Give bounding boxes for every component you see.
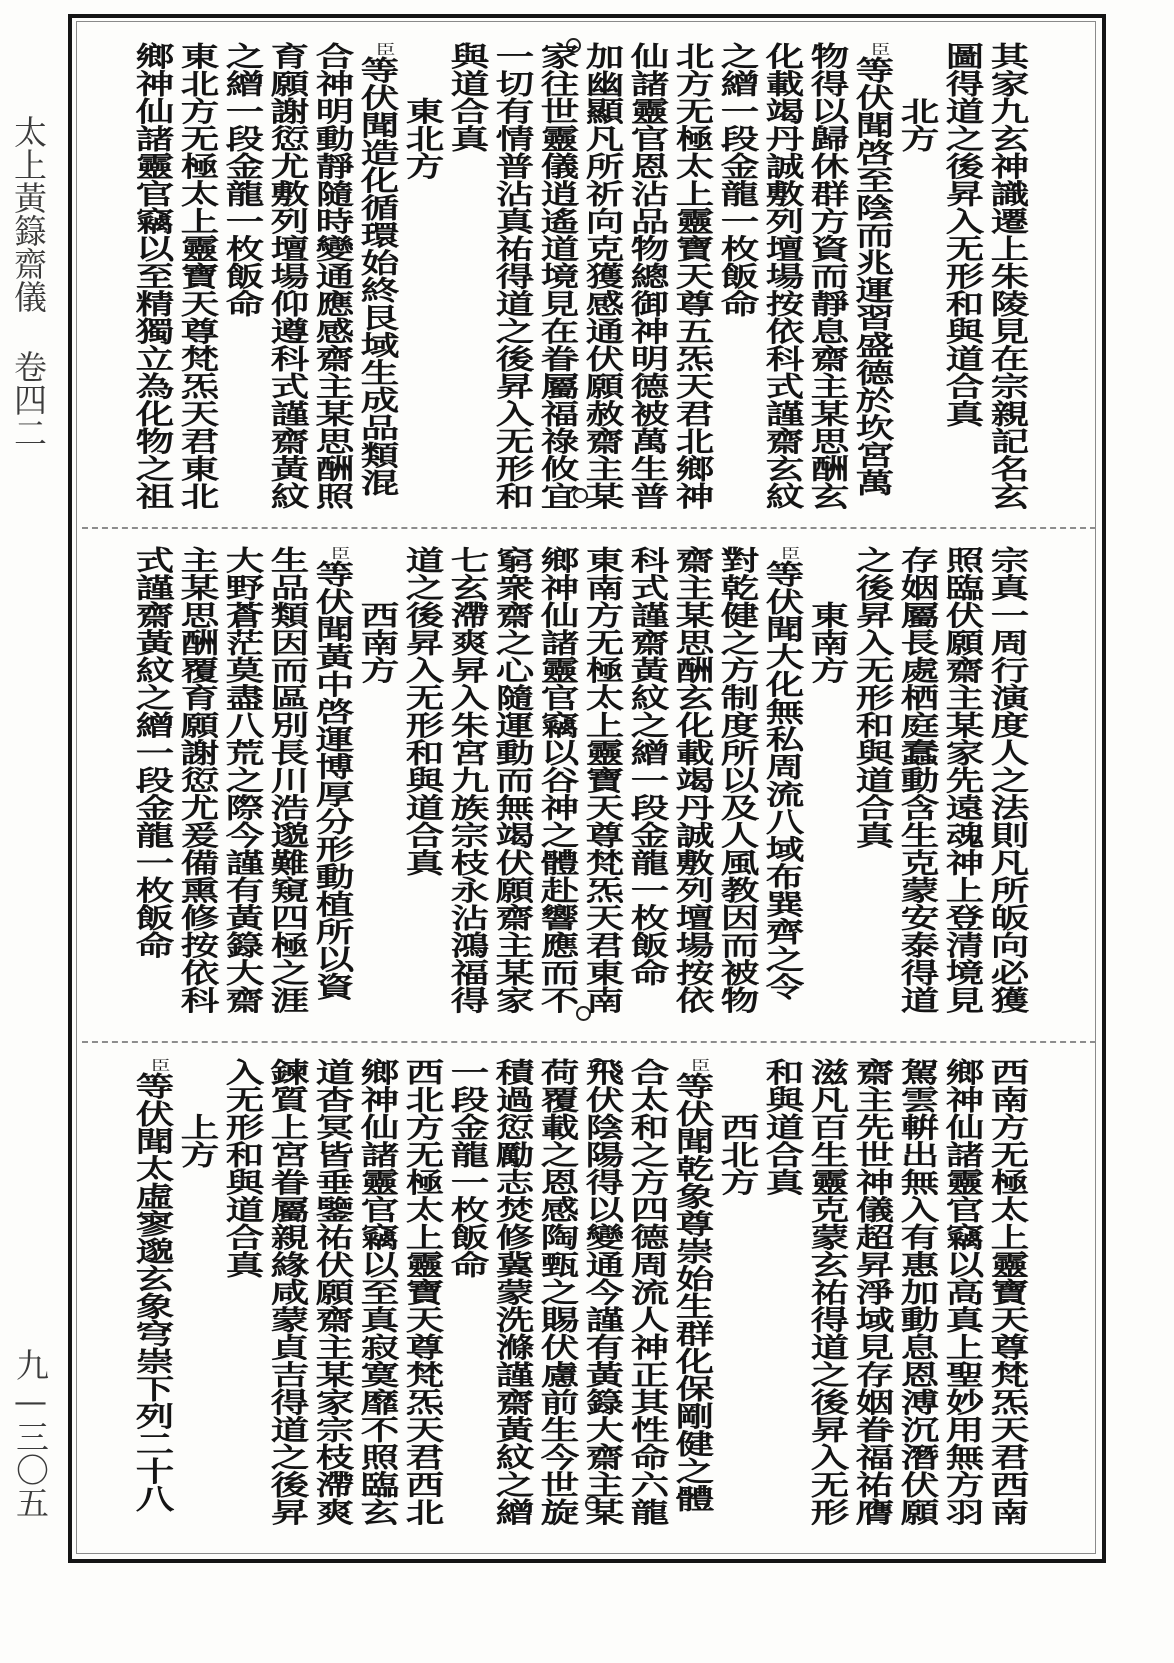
text-column [668, 42, 714, 510]
text-column [263, 1058, 309, 1526]
register-divider [82, 527, 1096, 529]
text-column [758, 1058, 804, 1196]
text-column [623, 42, 669, 510]
text-column [938, 546, 984, 1014]
text-column [488, 42, 534, 510]
text-column [128, 546, 174, 959]
column-text: 育願謝愆尤敷列壇場仰遵科式謹齋黃紋 [263, 42, 309, 510]
column-text: 齋主先世神儀超昇淨域見存姻眷福祐膺 [848, 1058, 894, 1526]
column-text: 之繒一段金龍一枚飯命 [713, 42, 759, 317]
column-text: 齋主某思酬玄化載竭丹誠敷列壇場按依 [668, 546, 714, 1014]
text-column [893, 546, 939, 1014]
column-text: 式謹齋黃紋之繒一段金龍一枚飯命 [128, 546, 174, 959]
column-text: 鄉神仙諸靈官竊以谷神之體赴響應而不 [533, 546, 579, 1014]
column-text: 生品類因而區別長川浩邈難窺四極之涯 [263, 546, 309, 1014]
text-column [263, 42, 309, 510]
text-column [938, 1058, 984, 1526]
text-column [848, 1058, 894, 1526]
text-column [848, 42, 894, 496]
section-heading [713, 1113, 759, 1196]
column-text: 等伏聞太虛寥邈玄象穹崇下列二十八 [128, 1072, 174, 1512]
text-column [443, 1058, 489, 1278]
column-text: 照臨伏願齋主某家先遠魂神上登清境見 [938, 546, 984, 1014]
column-text: 其家九玄神識遷上朱陵見在宗親記名玄 [983, 42, 1029, 510]
text-column [308, 546, 354, 1000]
text-column [533, 1058, 579, 1526]
text-column [308, 42, 354, 510]
column-text: 物得以歸休群方資而靜息齋主某思酬玄 [803, 42, 849, 510]
text-column [578, 546, 624, 1014]
text-column [488, 1058, 534, 1526]
column-text: 仙諸靈官恩沾品物總御神明德被萬生普 [623, 42, 669, 510]
text-column [983, 42, 1029, 510]
column-text: 等伏聞黃中啓運博厚分形動植所以資 [308, 560, 354, 1000]
section-heading [353, 601, 399, 684]
text-column [668, 1058, 714, 1512]
column-text: 西北方 [713, 1113, 759, 1196]
text-column [353, 1058, 399, 1526]
section-heading [173, 1113, 219, 1168]
text-column [578, 1058, 624, 1526]
column-text: 家往世靈儀逍遙道境見在眷屬福祿攸宜 [533, 42, 579, 510]
column-text: 西北方无極太上靈寶天尊梵炁天君西北 [398, 1058, 444, 1526]
text-column [488, 546, 534, 1014]
text-column [218, 42, 264, 317]
column-prefix: 臣 [373, 42, 396, 56]
text-column [443, 42, 489, 152]
column-text: 一切有情普沾真祐得道之後昇入无形和 [488, 42, 534, 510]
column-text: 之後昇入无形和與道合真 [848, 546, 894, 849]
text-column [803, 1058, 849, 1526]
column-text: 窮衆齋之心隨運動而無竭伏願齋主某家 [488, 546, 534, 1014]
text-column [758, 546, 804, 1000]
column-text: 積過愆勵志焚修冀蒙洗滌謹齋黃紋之繒 [488, 1058, 534, 1526]
column-text: 西南方无極太上靈寶天尊梵炁天君西南 [983, 1058, 1029, 1526]
text-column [848, 546, 894, 849]
column-text: 存姻屬長處栖庭蠢動含生克蒙安泰得道 [893, 546, 939, 1014]
column-text: 東南方 [803, 601, 849, 684]
column-text: 鄉神仙諸靈官竊以至精獨立為化物之祖 [128, 42, 174, 510]
column-text: 圖得道之後昇入无形和與道合真 [938, 42, 984, 427]
text-column [443, 546, 489, 1014]
text-column [713, 42, 759, 317]
column-prefix: 臣 [688, 1058, 711, 1072]
column-prefix: 臣 [778, 546, 801, 560]
text-column [713, 546, 759, 1014]
column-text: 等伏聞造化循環始終艮域生成品類混 [353, 56, 399, 496]
column-text: 一段金龍一枚飯命 [443, 1058, 489, 1278]
section-heading [803, 601, 849, 684]
column-prefix: 臣 [328, 546, 351, 560]
text-column [353, 42, 399, 496]
column-text: 主某思酬覆育願謝愆尤爰備熏修按依科 [173, 546, 219, 1014]
column-text: 與道合真 [443, 42, 489, 152]
page-number: 九—三〇五 [11, 1348, 50, 1519]
text-column [308, 1058, 354, 1526]
column-text: 駕雲輧出無入有惠加動息恩溥沉潛伏願 [893, 1058, 939, 1526]
text-column [398, 1058, 444, 1526]
text-column [128, 42, 174, 510]
text-column [173, 546, 219, 1014]
column-text: 等伏聞啓至陰而兆運習盛德於坎宮萬 [848, 56, 894, 496]
column-text: 上方 [173, 1113, 219, 1168]
text-column [218, 546, 264, 1014]
text-column [173, 42, 219, 510]
text-column [983, 546, 1029, 1014]
column-prefix: 臣 [868, 42, 891, 56]
section-heading [398, 97, 444, 180]
column-text: 北方无極太上靈寶天尊五炁天君北鄉神 [668, 42, 714, 510]
text-column [938, 42, 984, 427]
column-text: 等伏聞乾象尊崇始生群化保剛健之體 [668, 1072, 714, 1512]
column-text: 之繒一段金龍一枚飯命 [218, 42, 264, 317]
text-column [758, 42, 804, 510]
text-column [893, 1058, 939, 1526]
column-text: 對乾健之方制度所以及人風教因而被物 [713, 546, 759, 1014]
running-title: 太上黃籙齋儀 [9, 115, 48, 313]
text-column [128, 1058, 174, 1512]
column-text: 合太和之方四德周流人神正其性命六龍 [623, 1058, 669, 1526]
column-text: 北方 [893, 97, 939, 152]
column-text: 和與道合真 [758, 1058, 804, 1196]
column-text: 飛伏陰陽得以變通今謹有黃籙大齋主某 [578, 1058, 624, 1526]
column-text: 科式謹齋黃紋之繒一段金龍一枚飯命 [623, 546, 669, 986]
column-text: 七玄滯爽昇入朱宮九族宗枝永沾鴻福得 [443, 546, 489, 1014]
text-column [668, 546, 714, 1014]
column-text: 道之後昇入无形和與道合真 [398, 546, 444, 876]
column-text: 等伏聞大化無私周流八域布巽齊之令 [758, 560, 804, 1000]
column-text: 宗真一周行演度人之法則凡所皈向必獲 [983, 546, 1029, 1014]
volume-label: 卷四二 [9, 350, 48, 449]
text-column [623, 546, 669, 986]
column-text: 鄉神仙諸靈官竊以高真上聖妙用無方羽 [938, 1058, 984, 1526]
column-text: 東北方 [398, 97, 444, 180]
column-text: 滋凡百生靈克蒙玄祐得道之後昇入无形 [803, 1058, 849, 1526]
column-text: 大野蒼茫莫盡八荒之際今謹有黃籙大齋 [218, 546, 264, 1014]
text-column [533, 42, 579, 510]
text-column [578, 42, 624, 510]
text-column [263, 546, 309, 1014]
text-column [803, 42, 849, 510]
column-text: 道杳冥皆垂鑒祐伏願齋主某家宗枝滯爽 [308, 1058, 354, 1526]
column-text: 入无形和與道合真 [218, 1058, 264, 1278]
section-heading [893, 97, 939, 152]
column-text: 化載竭丹誠敷列壇場按依科式謹齋玄紋 [758, 42, 804, 510]
text-column [218, 1058, 264, 1278]
column-text: 合神明動靜隨時變通應感齋主某思酬照 [308, 42, 354, 510]
column-text: 東南方无極太上靈寶天尊梵炁天君東南 [578, 546, 624, 1014]
column-text: 荷覆載之恩感陶甄之賜伏慮前生今世旋 [533, 1058, 579, 1526]
column-text: 西南方 [353, 601, 399, 684]
text-column [398, 546, 444, 876]
column-prefix: 臣 [148, 1058, 171, 1072]
column-text: 東北方无極太上靈寶天尊梵炁天君東北 [173, 42, 219, 510]
register-divider [82, 1041, 1096, 1043]
text-column [983, 1058, 1029, 1526]
column-text: 鄉神仙諸靈官竊以至真寂寞靡不照臨玄 [353, 1058, 399, 1526]
column-text: 加幽顯凡所祈向克獲感通伏願赦齋主某 [578, 42, 624, 510]
column-text: 鍊質上宮眷屬親緣咸蒙貞吉得道之後昇 [263, 1058, 309, 1526]
text-column [623, 1058, 669, 1526]
text-column [533, 546, 579, 1014]
